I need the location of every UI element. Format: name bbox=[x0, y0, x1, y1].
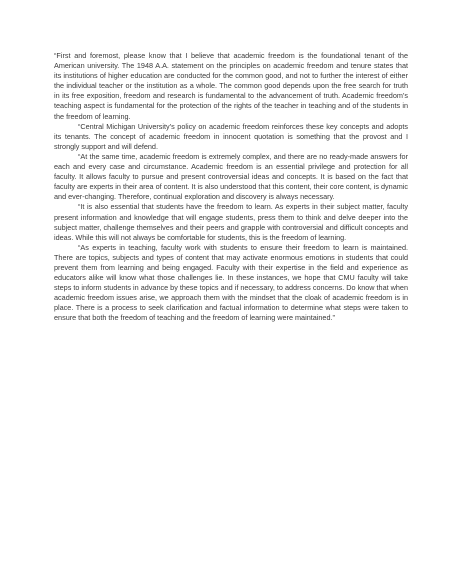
document-body bbox=[54, 51, 408, 324]
paragraph-5: “As experts in teaching, faculty work with students to ensure their freedom to learn is maintained. There are topics, subjects and types of content that may activate enormous emotions in students that could prevent them from learning and being engaged. Faculty with their expertise in the field and experience as educators alike will know what those challenges lie. In these instances, we hope that CMU faculty will take steps to inform students in advance by these topics and if necessary, to address concerns. Do know that when academic freedom issues arise, we approach them with the mindset that the cloak of academic freedom is in place. There is a process to seek clarification and factual information to determine what steps were taken to ensure that both the freedom of teaching and the freedom of learning were maintained.” bbox=[54, 242, 408, 323]
paragraph-4: “It is also essential that students have the freedom to learn. As experts in their subject matter, faculty present information and knowledge that will engage students, press them to think and delve deeper into the subject matter, challenge themselves and their peers and grapple with controversial and difficult concepts and ideas. While this will not always be comfortable for students, this is the freedom of learning. bbox=[54, 202, 408, 242]
paragraph-3: “At the same time, academic freedom is extremely complex, and there are no ready-made answers for each and every case and circumstance. Academic freedom is an essential privilege and protection for all faculty. It allows faculty to pursue and present controversial ideas and concepts. It is based on the fact that faculty are experts in their area of content. It is also understood that this content, their core content, is dynamic and ever-changing. Therefore, continual exploration and discovery is always necessary. bbox=[54, 151, 408, 202]
paragraph-2: “Central Michigan University’s policy on academic freedom reinforces these key concepts and adopts its tenants. The concept of academic freedom in innocent quotation is something that the provost and I strongly support and will defend. bbox=[54, 121, 408, 151]
paragraph-1: “First and foremost, please know that I believe that academic freedom is the foundational tenant of the American university. The 1948 A.A. statement on the principles on academic freedom and tenure states that its institutions of higher education are conducted for the common good, and not to further the interest of either the individual teacher or the institution as a whole. The common good depends upon the free search for truth in its free exposition, freedom and research is fundamental to the advancement of truth. Academic freedom’s teaching aspect is fundamental for the protection of the rights of the teacher in teaching and of the students in the freedom of learning. bbox=[54, 51, 408, 121]
